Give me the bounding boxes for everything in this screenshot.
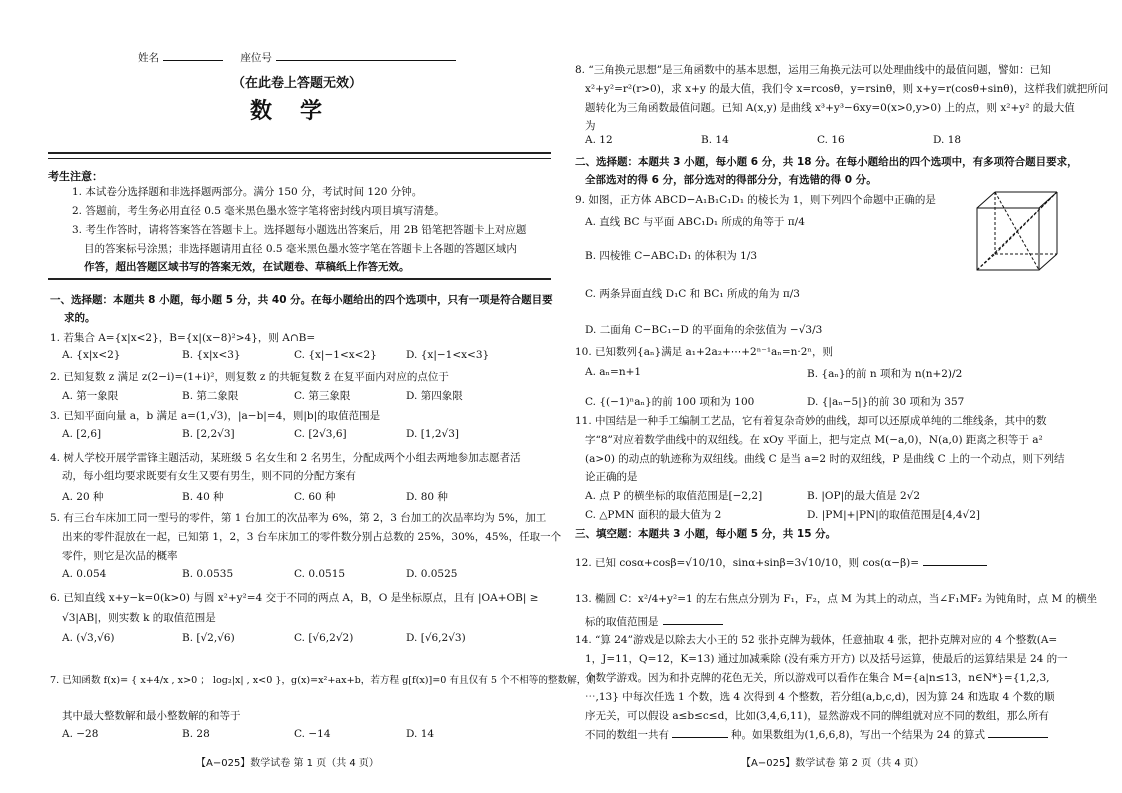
option: C. {(−1)ⁿaₙ}的前 100 项和为 100 bbox=[585, 396, 755, 408]
question-9: 9. 如图，正方体 ABCD−A₁B₁C₁D₁ 的棱长为 1，则下列四个命题中正确的是 bbox=[575, 194, 936, 206]
question-14-text: 不同的数组一共有 bbox=[585, 729, 669, 741]
question-12-text: 12. 已知 cosα+cosβ=√10/10，sinα+sinβ=3√10/10，则 cos(α−β)= bbox=[575, 557, 920, 569]
option: B. [√2,√6) bbox=[182, 632, 235, 644]
divider bbox=[48, 152, 551, 159]
option: A. (√3,√6) bbox=[62, 632, 115, 644]
cube-figure bbox=[961, 186, 1081, 278]
options-6 bbox=[62, 632, 518, 644]
question-1: 1. 若集合 A={x|x<2}，B={x|(x−8)²>4}，则 A∩B= bbox=[50, 332, 316, 344]
question-4: 4. 树人学校开展学雷锋主题活动，某班级 5 名女生和 2 名男生，分配成两个小组去两地参加志愿者活 bbox=[50, 452, 521, 464]
option: D. [1,2√3] bbox=[406, 428, 459, 440]
option: D. 18 bbox=[933, 134, 962, 146]
question-11-line: 字“8”对应着数学曲线中的双纽线。在 xOy 平面上，把与定点 M(−a,0)，N(a,0) 距离之积等于 a² bbox=[585, 434, 1043, 446]
question-12 bbox=[575, 555, 987, 570]
page-2 bbox=[561, 0, 1122, 793]
divider bbox=[48, 278, 551, 282]
question-4-line: 动，每小组均要求既要有女生又要有男生，则不同的分配方案有 bbox=[62, 470, 356, 482]
answer-blank bbox=[663, 614, 723, 625]
question-14-line bbox=[585, 727, 1048, 742]
option: D. {|aₙ−5|}的前 30 项和为 357 bbox=[807, 396, 965, 408]
cube-edge bbox=[1039, 192, 1057, 208]
question-13-text: 标的取值范围是 bbox=[585, 616, 659, 628]
option: B. |OP|的最大值是 2√2 bbox=[807, 490, 921, 502]
question-14-text: 种。如果数组为(1,6,6,8)，写出一个结果为 24 的算式 bbox=[731, 729, 985, 741]
option: B. [2,2√3] bbox=[182, 428, 235, 440]
question-11-line: 论正确的是 bbox=[585, 471, 638, 483]
question-8-line: 题转化为三角函数最值问题。已知 A(x,y) 是曲线 x³+y³−6xy=0(x>0,y>0) 上的点，则 x²+y² 的最大值 bbox=[585, 102, 1075, 114]
option: D. {x|−1<x<3} bbox=[406, 349, 490, 361]
question-14-line: 个数学游戏。因为和扑克牌的花色无关，所以游戏可以看作在集合 M={a|n≤13，n∈N*}={1,2,3, bbox=[585, 672, 1050, 684]
cube-edge bbox=[1039, 254, 1057, 270]
page-footer: 【A−025】数学试卷 第 2 页（共 4 页） bbox=[741, 758, 924, 769]
notice-item: 作答，超出答题区域书写的答案无效，在试题卷、草稿纸上作答无效。 bbox=[84, 261, 410, 273]
option: B. {x|x<3} bbox=[182, 349, 241, 361]
question-14: 14. “算 24”游戏是以除去大小王的 52 张扑克牌为载体，任意抽取 4 张，把扑克牌对应的 4 个整数(A= bbox=[575, 634, 1058, 646]
option: D. 二面角 C−BC₁−D 的平面角的余弦值为 −√3/3 bbox=[585, 324, 823, 336]
section-heading: 二、选择题：本题共 3 小题，每小题 6 分，共 18 分。在每小题给出的四个选项中，有多项符合题目要求， bbox=[575, 156, 1078, 168]
name-label: 姓名 bbox=[138, 52, 159, 64]
option: C. 16 bbox=[817, 134, 845, 146]
option: C. {x|−1<x<2} bbox=[294, 349, 377, 361]
cube-hidden-edge bbox=[977, 254, 995, 270]
section-heading: 一、选择题：本题共 8 小题，每小题 5 分，共 40 分。在每小题给出的四个选项中，只有一项是符合题目要 bbox=[50, 294, 553, 306]
cube-edge bbox=[977, 192, 995, 208]
options-8 bbox=[585, 134, 1049, 146]
question-14-line: 序无关，可以假设 a≤b≤c≤d，比如(3,4,6,11)，显然游戏不同的牌组就对应不同的数组，那么所有 bbox=[585, 710, 1049, 722]
notice-heading: 考生注意： bbox=[48, 170, 103, 183]
option: A. −28 bbox=[62, 728, 99, 740]
option: B. 40 种 bbox=[182, 491, 224, 503]
question-8: 8. “三角换元思想”是三角函数中的基本思想，运用三角换元法可以处理曲线中的最值问题，譬如：已知 bbox=[575, 64, 1051, 76]
question-5-line: 出来的零件混放在一起，已知第 1，2，3 台车床加工的零件数分别占总数的 25%，30%，45%，任取一个 bbox=[62, 531, 562, 543]
option: D. |PM|+|PN|的取值范围是[4,4√2] bbox=[807, 509, 980, 521]
option: A. 12 bbox=[585, 134, 613, 146]
option: C. 两条异面直线 D₁C 和 BC₁ 所成的角为 π/3 bbox=[585, 288, 800, 300]
notice-item: 2. 答题前，考生务必用直径 0.5 毫米黑色墨水签字笔将密封线内项目填写清楚。 bbox=[72, 205, 445, 217]
cube-front-face bbox=[977, 208, 1039, 270]
answer-blank bbox=[923, 555, 987, 566]
options-3 bbox=[62, 428, 518, 440]
option: D. [√6,2√3) bbox=[406, 632, 466, 644]
option: A. aₙ=n+1 bbox=[585, 366, 642, 378]
option: D. 0.0525 bbox=[406, 568, 458, 580]
question-7-line: 其中最大整数解和最小整数解的和等于 bbox=[62, 710, 241, 722]
options-1 bbox=[62, 349, 518, 361]
option: A. [2,6] bbox=[62, 428, 102, 440]
section-heading: 三、填空题：本题共 3 小题，每小题 5 分，共 15 分。 bbox=[575, 528, 837, 540]
option: B. 0.0535 bbox=[182, 568, 234, 580]
option: B. 第二象限 bbox=[182, 390, 239, 402]
question-8-line: x²+y²=r²(r>0)，求 x+y 的最大值，我们令 x=rcosθ，y=rsinθ，则 x+y=r(cosθ+sinθ)，这样我们就把所问 bbox=[585, 83, 1109, 95]
question-2: 2. 已知复数 z 满足 z(2−i)=(1+i)²，则复数 z 的共轭复数 z̄ 在复平面内对应的点位于 bbox=[50, 371, 449, 383]
page-title: 数学 bbox=[250, 98, 351, 124]
invalid-note: （在此卷上答题无效） bbox=[232, 76, 363, 91]
question-6-line: √3|AB|，则实数 k 的取值范围是 bbox=[62, 612, 216, 624]
question-14-line: ⋯,13} 中每次任选 1 个数，选 4 次得到 4 个整数，若分组(a,b,c,d)，因为算 24 和选取 4 个数的顺 bbox=[585, 691, 1055, 703]
cube-diagonal bbox=[995, 192, 1057, 254]
option: B. 四棱锥 C−ABC₁D₁ 的体积为 1/3 bbox=[585, 250, 757, 262]
question-10: 10. 已知数列{aₙ}满足 a₁+2a₂+⋯+2ⁿ⁻¹aₙ=n·2ⁿ，则 bbox=[575, 346, 833, 358]
question-3: 3. 已知平面向量 a，b 满足 a=(1,√3)，|a−b|=4，则|b|的取值范围是 bbox=[50, 410, 381, 422]
question-11: 11. 中国结是一种手工编制工艺品，它有着复杂奇妙的曲线，却可以还原成单纯的二维线条，其中的数 bbox=[575, 415, 1047, 427]
page-footer: 【A−025】数学试卷 第 1 页（共 4 页） bbox=[196, 758, 379, 769]
options-7 bbox=[62, 728, 518, 740]
option: C. 60 种 bbox=[294, 491, 336, 503]
option: B. 28 bbox=[182, 728, 210, 740]
section-heading: 全部选对的得 6 分，部分选对的得部分分，有选错的得 0 分。 bbox=[585, 174, 877, 186]
option: A. 直线 BC 与平面 ABC₁D₁ 所成的角等于 π/4 bbox=[585, 216, 805, 228]
options-5 bbox=[62, 568, 518, 580]
question-7: 7. 已知函数 f(x)= { x+4/x , x>0 ； log₂|x| , x<0 }，g(x)=x²+ax+b，若方程 g[f(x)]=0 有且仅有 5 个不相等的整数解，则 bbox=[50, 675, 596, 686]
options-4 bbox=[62, 489, 518, 504]
question-13: 13. 椭圆 C：x²/4+y²=1 的左右焦点分别为 F₁，F₂，点 M 为其上的动点，当∠F₁MF₂ 为钝角时，点 M 的横坐 bbox=[575, 593, 1098, 605]
option: A. {x|x<2} bbox=[62, 349, 121, 361]
seat-label: 座位号 bbox=[240, 52, 272, 64]
option: D. 第四象限 bbox=[406, 390, 463, 402]
option: D. 14 bbox=[406, 728, 435, 740]
option: C. −14 bbox=[294, 728, 331, 740]
option: B. 14 bbox=[701, 134, 729, 146]
notice-item: 3. 考生作答时，请将答案答在答题卡上。选择题每小题选出答案后，用 2B 铅笔把答题卡上对应题 bbox=[72, 224, 527, 236]
option: C. 第三象限 bbox=[294, 390, 351, 402]
notice-item: 目的答案标号涂黑；非选择题请用直径 0.5 毫米黑色墨水签字笔在答题卡上各题的答题区域内 bbox=[84, 243, 517, 255]
question-5-line: 零件，则它是次品的概率 bbox=[62, 550, 178, 562]
option: C. [2√3,6] bbox=[294, 428, 347, 440]
question-8-line: 为 bbox=[585, 120, 596, 132]
option: A. 20 种 bbox=[62, 491, 104, 503]
option: A. 0.054 bbox=[62, 568, 107, 580]
question-14-line: 1，J=11，Q=12，K=13) 通过加减乘除 (没有乘方开方) 以及括号运算，使最后的运算结果是 24 的一 bbox=[585, 653, 1068, 665]
options-2 bbox=[62, 388, 518, 403]
option: B. {aₙ}的前 n 项和为 n(n+2)/2 bbox=[807, 368, 963, 380]
question-13-line bbox=[585, 614, 723, 629]
name-blank bbox=[163, 50, 223, 61]
question-5: 5. 有三台车床加工同一型号的零件，第 1 台加工的次品率为 6%，第 2，3 台加工的次品率均为 5%，加工 bbox=[50, 512, 547, 524]
answer-blank bbox=[672, 727, 728, 738]
option: A. 点 P 的横坐标的取值范围是[−2,2] bbox=[585, 490, 763, 502]
option: C. [√6,2√2) bbox=[294, 632, 354, 644]
question-11-line: (a>0) 的动点的轨迹称为双纽线。曲线 C 是当 a=2 时的双纽线，P 是曲线 C 上的一个动点，则下列结 bbox=[585, 453, 1065, 465]
name-field bbox=[138, 50, 456, 65]
option: C. △PMN 面积的最大值为 2 bbox=[585, 509, 722, 521]
notice-item: 1. 本试卷分选择题和非选择题两部分。满分 150 分，考试时间 120 分钟。 bbox=[72, 186, 423, 198]
option: D. 80 种 bbox=[406, 491, 448, 503]
option: C. 0.0515 bbox=[294, 568, 346, 580]
seat-blank bbox=[276, 50, 456, 61]
section-heading: 求的。 bbox=[64, 312, 96, 324]
option: A. 第一象限 bbox=[62, 390, 119, 402]
answer-blank bbox=[988, 727, 1048, 738]
question-6: 6. 已知直线 x+y−k=0(k>0) 与圆 x²+y²=4 交于不同的两点 A，B，O 是坐标原点，且有 |OA+OB| ≥ bbox=[50, 592, 539, 604]
